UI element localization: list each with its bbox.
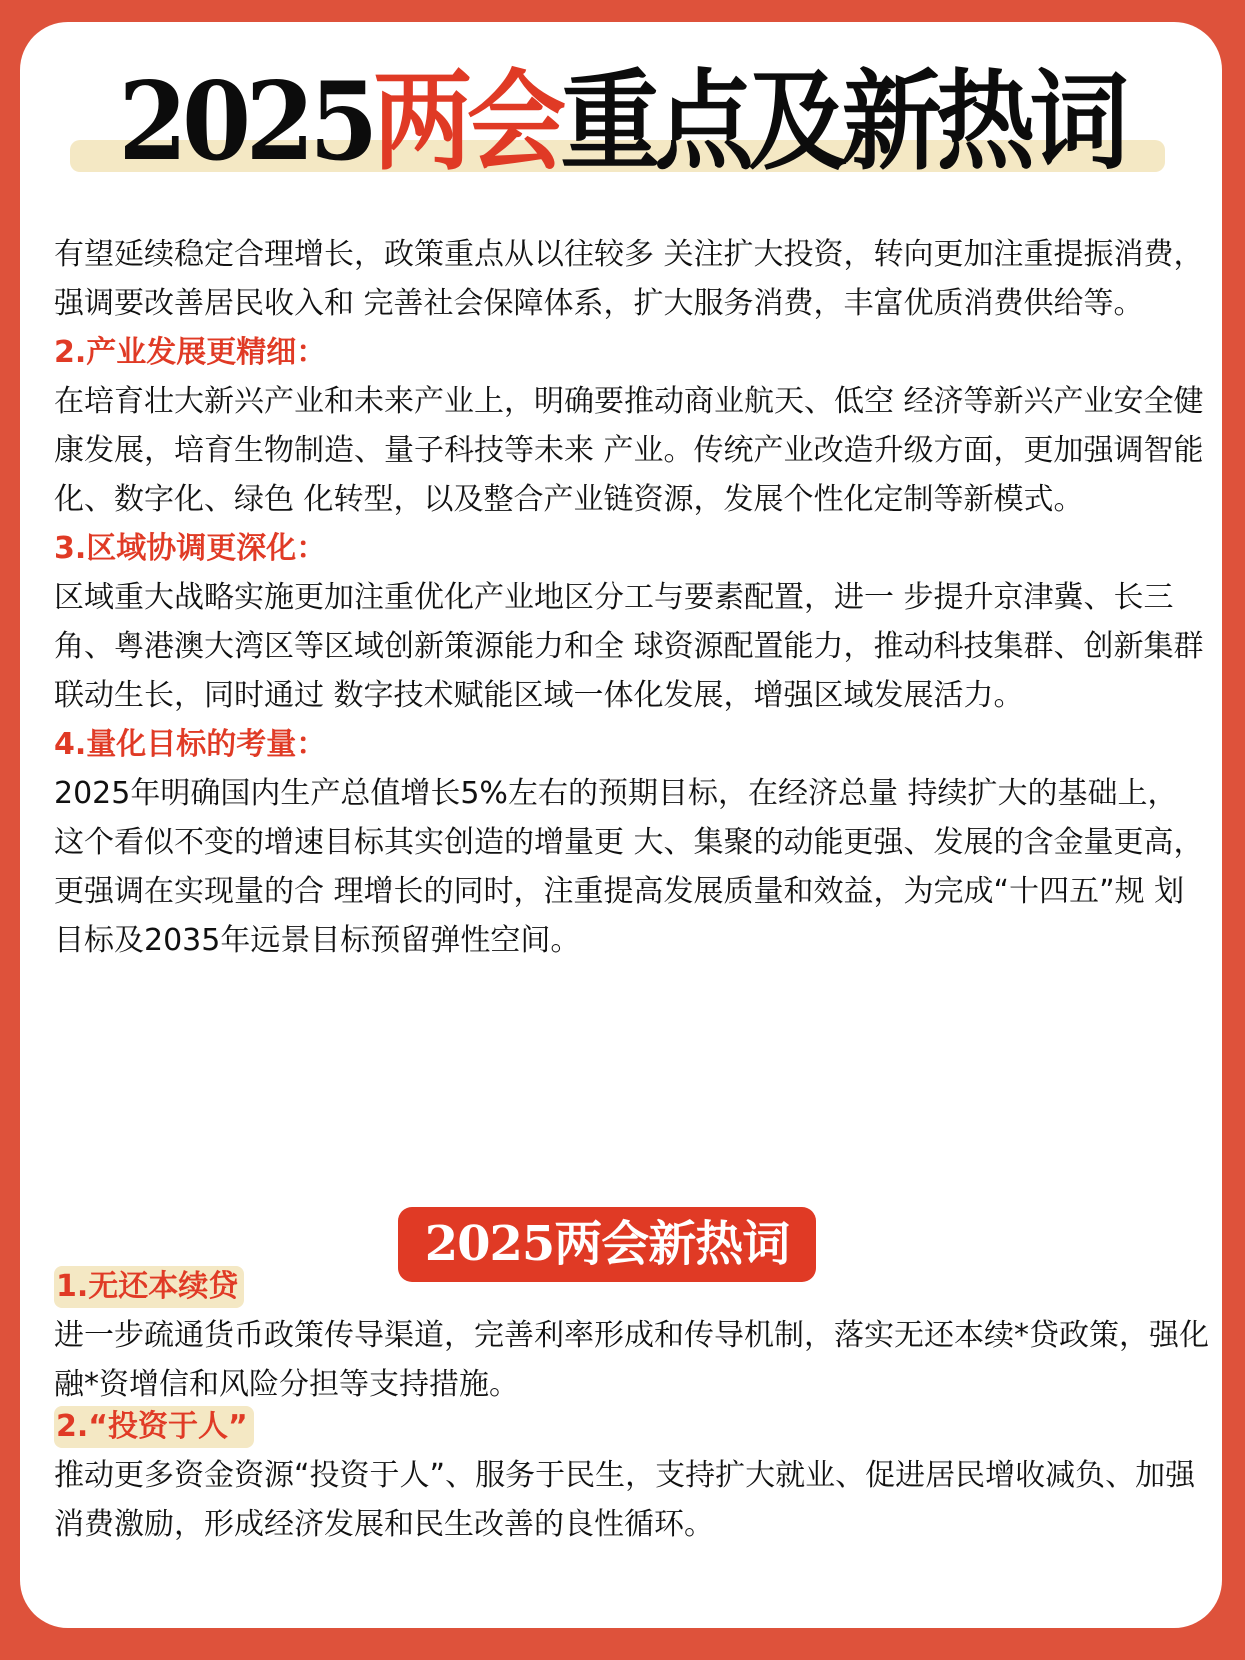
hot-word-1-tag: 1.无还本续贷: [54, 1266, 244, 1308]
hot-word-1: [54, 1262, 1214, 1409]
hot-word-1-body: 进一步疏通货币政策传导渠道，完善利率形成和传导机制，落实无还本续*贷政策，强化融*资增信和风险分担等支持措施。: [54, 1318, 1209, 1402]
page-title: [68, 59, 1174, 185]
hot-word-2-tag: 2.“投资于人”: [54, 1406, 254, 1448]
section-4-heading: 4.量化目标的考量：: [54, 727, 327, 762]
section-4-body: 2025年明确国内生产总值增长5%左右的预期目标，在经济总量 持续扩大的基础上，这个看似不变的增速目标其实创造的增量更 大、集聚的动能更强、发展的含金量更高，更强调在实现量的合 理增长的同时，注重提高发展质量和效益，为完成“十四五”规 划目标及2035年远景目标预留弹性空间。: [54, 776, 1204, 958]
content-card: [20, 22, 1222, 1628]
hot-words-banner: 2025两会新热词: [398, 1207, 816, 1282]
section-3-body: 区域重大战略实施更加注重优化产业地区分工与要素配置，进一 步提升京津冀、长三角、粤港澳大湾区等区域创新策源能力和全 球资源配置能力，推动科技集群、创新集群联动生长，同时通过 数字技术赋能区域一体化发展，增强区域发展活力。: [54, 580, 1204, 713]
section-3-heading: 3.区域协调更深化：: [54, 531, 327, 566]
hot-word-2-body: 推动更多资金资源“投资于人”、服务于民生，支持扩大就业、促进居民增收减负、加强消费激励，形成经济发展和民生改善的良性循环。: [54, 1458, 1196, 1542]
key-points: [54, 230, 1204, 965]
section-2-heading: 2.产业发展更精细：: [54, 335, 327, 370]
title-suffix: 重点及新热词: [560, 59, 1124, 185]
section-2-body: 在培育壮大新兴产业和未来产业上，明确要推动商业航天、低空 经济等新兴产业安全健康发展，培育生物制造、量子科技等未来 产业。传统产业改造升级方面，更加强调智能化、数字化、绿色 化转型，以及整合产业链资源，发展个性化定制等新模式。: [54, 384, 1204, 517]
hot-word-2: [54, 1402, 1214, 1549]
title-block: [20, 59, 1222, 185]
title-accent: 两会: [372, 59, 561, 185]
section-1-body: 有望延续稳定合理增长，政策重点从以往较多 关注扩大投资，转向更加注重提振消费，强调要改善居民收入和 完善社会保障体系，扩大服务消费，丰富优质消费供给等。: [54, 237, 1204, 321]
title-year: 2025: [118, 59, 373, 185]
